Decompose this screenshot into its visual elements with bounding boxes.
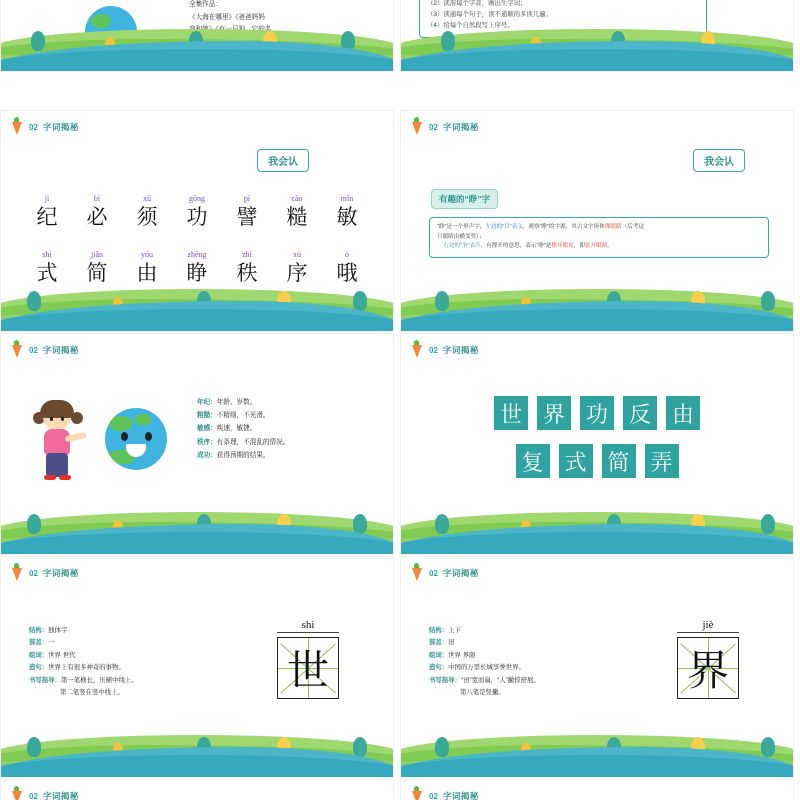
definition-text: 疾速，敏捷。 — [216, 425, 257, 433]
pinyin: jiǎn — [91, 250, 103, 259]
definition-word: 年纪： — [197, 399, 217, 406]
definition-item — [197, 422, 289, 435]
slide-header — [29, 567, 79, 579]
info-row — [429, 675, 639, 687]
pinyin-char-cell — [77, 251, 117, 285]
info-row — [429, 625, 639, 637]
section-number: 02 — [29, 568, 38, 578]
character: 纪 — [36, 204, 58, 229]
girl-icon — [31, 402, 89, 480]
definition-text: 年龄、岁数。 — [216, 399, 257, 406]
section-title: 字词揭秘 — [442, 122, 479, 132]
info-label: 部首： — [429, 639, 449, 647]
pinyin: mǐn — [340, 194, 354, 203]
definition-text: 获得预期的结果。 — [216, 451, 270, 459]
carrot-icon — [9, 340, 23, 358]
character-tile[interactable]: 简 — [602, 444, 636, 478]
slide-thumbnail-1[interactable] — [0, 0, 394, 72]
pinyin: xū — [143, 194, 151, 203]
pinyin: gōng — [189, 194, 205, 203]
character: 式 — [36, 260, 58, 285]
info-value: 中国的万里长城享誉世界。 — [448, 664, 525, 672]
slide-thumbnail-3[interactable] — [0, 110, 394, 332]
pinyin-char-cell — [327, 251, 367, 285]
character-grid-card — [277, 637, 339, 699]
girl-earth-illustration — [23, 392, 173, 482]
definition-item — [197, 436, 289, 449]
slide-header — [429, 567, 479, 579]
text-part: ，有撑开的意思，表示“睁”是 — [480, 243, 552, 249]
character-tiles-row-1 — [401, 396, 793, 430]
slide-thumbnail-2[interactable] — [400, 0, 794, 72]
info-row — [29, 675, 239, 687]
pinyin-char-cell — [77, 195, 117, 229]
info-row — [429, 650, 639, 662]
definition-word: 粗糙： — [197, 412, 217, 420]
decorative-band — [1, 283, 393, 331]
info-label: 书写指导： — [429, 676, 461, 684]
decorative-band — [1, 729, 393, 777]
info-value: 田 — [448, 639, 455, 647]
info-label: 组词： — [29, 651, 49, 659]
step-line: （4）给每个自然段写上序号。 — [427, 21, 514, 29]
character-pinyin: jiè — [677, 619, 739, 633]
info-label: 结构： — [429, 627, 449, 634]
character: 须 — [136, 204, 158, 229]
explanation-line — [437, 223, 761, 233]
info-row — [429, 637, 639, 649]
pinyin-char-cell — [27, 195, 67, 229]
word-definitions — [197, 396, 289, 462]
character-tile[interactable]: 世 — [494, 396, 528, 430]
pinyin-char-cell — [127, 251, 167, 285]
slide-header — [429, 121, 479, 133]
pinyin-char-cell — [277, 251, 317, 285]
decorative-band — [401, 283, 793, 331]
definition-word: 敏感： — [197, 425, 217, 433]
section-number: 02 — [29, 122, 38, 132]
badge-i-can-read: 我会认 — [693, 149, 745, 172]
character-glyph: 界 — [686, 646, 729, 695]
topic-tag: 有趣的“睁”字 — [431, 189, 498, 209]
character: 简 — [86, 260, 108, 285]
character: 功 — [186, 204, 208, 229]
text-part: （后考这 — [621, 224, 645, 230]
character-info-list — [29, 625, 239, 700]
section-title: 字词揭秘 — [442, 345, 479, 355]
section-number: 02 — [29, 791, 38, 800]
info-row-extra — [429, 687, 639, 699]
character-tiles-row-2 — [401, 444, 793, 478]
pinyin: xù — [293, 250, 301, 259]
character-pinyin: shì — [277, 619, 339, 633]
character-info-list — [429, 625, 639, 700]
section-number: 02 — [429, 345, 438, 355]
definition-text: 有条理，不混乱的情况。 — [216, 438, 290, 446]
character-tile[interactable]: 反 — [623, 396, 657, 430]
text-part-highlight: 右边的“争”表声 — [443, 243, 481, 249]
info-label: 书写指导： — [29, 676, 61, 684]
carrot-icon — [409, 786, 423, 800]
info-value: 第一笔横长，压横中线上。 — [60, 676, 138, 684]
section-title: 字词揭秘 — [442, 568, 479, 578]
text-part: “睁”是一个形声字， — [437, 224, 486, 230]
earth-character-icon — [105, 408, 167, 470]
slide-header — [429, 790, 479, 800]
info-label: 部首： — [29, 639, 49, 647]
character: 哦 — [336, 260, 358, 285]
section-number: 02 — [29, 345, 38, 355]
text-part-highlight: 像眼睛 — [604, 224, 622, 230]
pinyin: ò — [345, 250, 349, 259]
carrot-icon — [9, 117, 23, 135]
text-part-highlight: 撑开眼皮 — [551, 243, 574, 249]
definition-word: 成功： — [197, 451, 217, 459]
character: 睁 — [186, 260, 208, 285]
text-part-highlight: 左边的“目”表义 — [485, 224, 523, 230]
character: 必 — [86, 204, 108, 229]
decorative-band — [1, 23, 393, 71]
pinyin: pì — [243, 194, 251, 203]
info-value: 一 — [48, 639, 55, 647]
info-label: 组词： — [429, 651, 449, 659]
text-part: ，即 — [573, 243, 585, 249]
character-tile[interactable]: 式 — [559, 444, 593, 478]
character: 序 — [286, 260, 308, 285]
character-tile[interactable]: 复 — [516, 444, 550, 478]
pinyin-char-cell — [227, 195, 267, 229]
pinyin-char-cell — [177, 251, 217, 285]
section-number: 02 — [429, 568, 438, 578]
pinyin: zhì — [242, 250, 252, 259]
text-part: ，观察“睁”的字源，其古文字形体 — [522, 224, 605, 230]
character: 由 — [136, 260, 158, 285]
pinyin: cāo — [291, 194, 303, 203]
definition-item — [197, 396, 289, 409]
step-line: （2）读准每个字音，画出生字词； — [427, 0, 527, 7]
section-title: 字词揭秘 — [442, 791, 479, 800]
info-value: 独体字 — [48, 627, 68, 634]
character-tile[interactable]: 弄 — [645, 444, 679, 478]
info-value: 第八笔是竖撇。 — [460, 689, 505, 697]
explanation-line: 只眼睛由横变竖）； — [437, 233, 485, 240]
slide-header — [29, 344, 79, 356]
work-list-line: 全集作品： — [189, 1, 222, 8]
pinyin-char-cell — [127, 195, 167, 229]
info-label: 造句： — [429, 664, 449, 672]
character-tile[interactable]: 功 — [580, 396, 614, 430]
slide-thumbnail-5[interactable] — [0, 333, 394, 555]
text-part: 。 — [607, 243, 613, 249]
definition-item — [197, 449, 289, 462]
info-row — [429, 662, 639, 674]
info-row — [29, 625, 239, 637]
slide-header — [29, 121, 79, 133]
carrot-icon — [9, 786, 23, 800]
character-glyph: 世 — [286, 646, 329, 695]
info-label: 造句： — [29, 664, 49, 672]
character-tile[interactable]: 界 — [537, 396, 571, 430]
pinyin: yóu — [141, 250, 153, 259]
pinyin-row-1 — [1, 195, 393, 229]
slide-header — [29, 790, 79, 800]
info-value: 上下 — [448, 627, 461, 634]
info-value: 世界 界限 — [448, 651, 476, 659]
info-value: 第二笔竖在竖中线上。 — [60, 689, 124, 697]
work-list-line: 《大海在哪里》《爸爸妈妈 — [189, 13, 265, 21]
carrot-icon — [409, 563, 423, 581]
pinyin-char-cell — [327, 195, 367, 229]
info-value: 世界 世代 — [48, 651, 76, 659]
pinyin-char-cell — [27, 251, 67, 285]
character-tile[interactable]: 由 — [666, 396, 700, 430]
pinyin-char-cell — [177, 195, 217, 229]
slide-thumbnail-7[interactable] — [0, 556, 394, 778]
carrot-icon — [409, 340, 423, 358]
carrot-icon — [9, 563, 23, 581]
character-grid-card — [677, 637, 739, 699]
slide-thumbnail-9[interactable] — [0, 779, 394, 800]
slide-thumbnail-8[interactable] — [400, 556, 794, 778]
info-value: 世界上有很多神奇的事物。 — [48, 664, 125, 672]
slide-header — [429, 344, 479, 356]
definition-text: 不精细，不光滑。 — [216, 412, 270, 420]
slide-thumbnail-6[interactable] — [400, 333, 794, 555]
pinyin: bì — [93, 194, 101, 203]
slide-thumbnail-10[interactable] — [400, 779, 794, 800]
section-title: 字词揭秘 — [42, 568, 79, 578]
pinyin: jì — [44, 194, 50, 203]
info-row — [29, 637, 239, 649]
definition-word: 秩序： — [197, 438, 217, 446]
section-title: 字词揭秘 — [42, 345, 79, 355]
info-row — [29, 662, 239, 674]
info-label: 结构： — [29, 627, 49, 634]
character: 敏 — [336, 204, 358, 229]
explanation-line — [437, 242, 761, 252]
zheng-explanation-box — [429, 217, 769, 258]
section-number: 02 — [429, 791, 438, 800]
slide-thumbnail-4[interactable] — [400, 110, 794, 332]
character: 糙 — [286, 204, 308, 229]
pinyin-char-cell — [227, 251, 267, 285]
pinyin: shì — [42, 250, 52, 259]
character: 譬 — [236, 204, 258, 229]
character: 秩 — [236, 260, 258, 285]
decorative-band — [1, 506, 393, 554]
pinyin: zhēng — [187, 250, 207, 259]
section-number: 02 — [429, 122, 438, 132]
decorative-band — [401, 506, 793, 554]
section-title: 字词揭秘 — [42, 122, 79, 132]
definition-item — [197, 409, 289, 422]
decorative-band — [401, 23, 793, 71]
carrot-icon — [409, 117, 423, 135]
info-row — [29, 650, 239, 662]
decorative-band — [401, 729, 793, 777]
section-title: 字词揭秘 — [42, 791, 79, 800]
pinyin-row-2 — [1, 251, 393, 285]
badge-i-can-read: 我会认 — [257, 149, 309, 172]
info-row-extra — [29, 687, 239, 699]
info-value: “田”宽而扁，“人”撇捺舒展。 — [460, 676, 540, 684]
pinyin-char-cell — [277, 195, 317, 229]
step-line: （3）读通每个句子，读不通顺的多读几遍； — [427, 10, 552, 18]
text-part-highlight: 张开眼睛 — [584, 243, 608, 249]
